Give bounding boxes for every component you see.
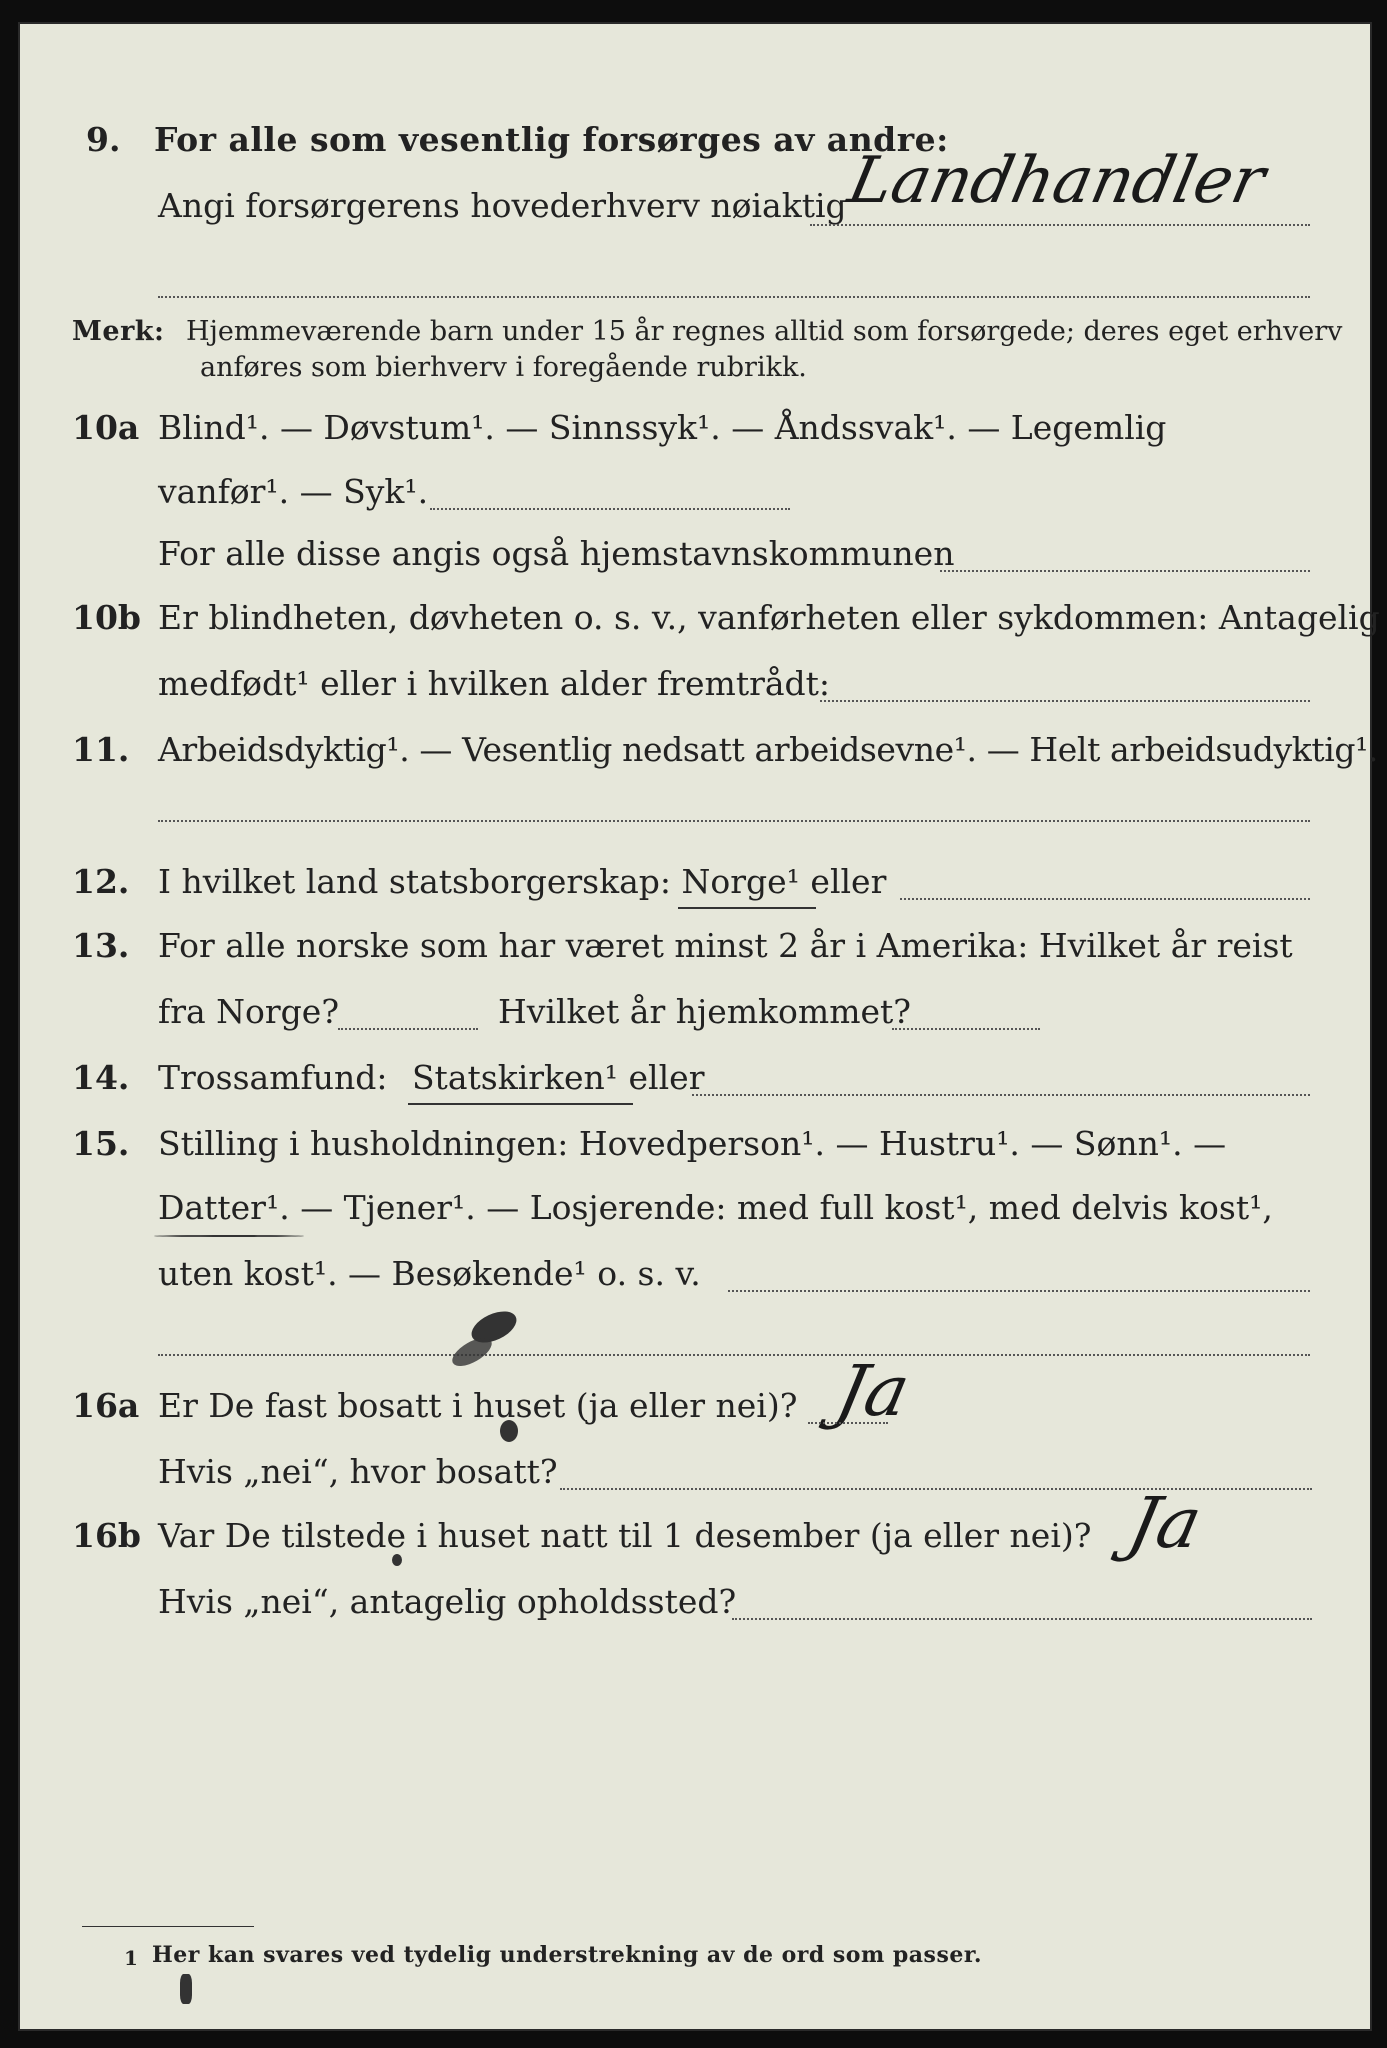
q9-number: 9.: [86, 120, 121, 159]
q9-extra-line[interactable]: [158, 296, 1310, 298]
q15-datter-label: Datter¹.: [158, 1188, 290, 1227]
ink-blot: [180, 1974, 192, 2004]
q15-pen-underline: [154, 1235, 304, 1237]
footnote-mark: 1: [124, 1946, 139, 1970]
q12-pen-underline: [678, 907, 817, 909]
q12-norge-underlined: [682, 862, 811, 901]
q16a-line1: Er De fast bosatt i huset (ja eller nei)?: [158, 1386, 798, 1425]
q13-hjemkommet-line[interactable]: [892, 1028, 1040, 1030]
q13-number: 13.: [72, 926, 130, 965]
q9-line1: For alle som vesentlig forsørges av andre:: [154, 120, 949, 159]
q9-handwritten-answer: Landhandler: [842, 144, 1272, 218]
q11-number: 11.: [72, 730, 130, 769]
q14-statskirken-label: Statskirken¹: [411, 1058, 619, 1097]
q16b-number: 16b: [72, 1516, 141, 1555]
q15-answer-line[interactable]: [728, 1290, 1310, 1292]
q14-pen-underline: [408, 1103, 633, 1105]
q10a-number: 10a: [72, 408, 140, 447]
q16a-answer-line[interactable]: [808, 1422, 888, 1424]
q9-answer-line[interactable]: [810, 224, 1310, 226]
q10b-number: 10b: [72, 598, 141, 637]
q10a-hjemstavn-line[interactable]: [940, 570, 1310, 572]
q11-line1: Arbeidsdyktig¹. — Vesentlig nedsatt arbeidsevne¹. — Helt arbeidsudyktig¹.: [158, 730, 1379, 769]
q16b-line1: Var De tilstede i huset natt til 1 desember (ja eller nei)?: [158, 1516, 1092, 1555]
q14-answer-line[interactable]: [692, 1094, 1310, 1096]
q16a-line2: Hvis „nei“, hvor bosatt?: [158, 1452, 558, 1491]
q14-prefix: Trossamfund:: [158, 1058, 388, 1097]
q13-line2a: fra Norge?: [158, 992, 340, 1031]
q14-suffix: eller: [628, 1058, 705, 1097]
census-form-page: [18, 22, 1380, 2031]
q15-extra-line[interactable]: [158, 1354, 1310, 1356]
q13-line2b: Hvilket år hjemkommet?: [498, 992, 911, 1031]
q10b-line1: Er blindheten, døvheten o. s. v., vanførheten eller sykdommen: Antagelig: [158, 598, 1380, 637]
q15-number: 15.: [72, 1124, 130, 1163]
q16b-handwritten-answer: Ja: [1121, 1482, 1209, 1564]
q12-text: [158, 862, 886, 901]
q12-number: 12.: [72, 862, 130, 901]
q10b-answer-line[interactable]: [820, 700, 1310, 702]
q16b-opholdssted-line[interactable]: [732, 1618, 1312, 1620]
q10a-line2: vanfør¹. — Syk¹.: [158, 472, 429, 511]
q10a-line3: For alle disse angis også hjemstavnskommunen: [158, 534, 955, 573]
q14-statskirken-underlined: [412, 1058, 629, 1097]
q15-line2: [158, 1188, 1273, 1227]
q11-answer-line[interactable]: [158, 820, 1310, 822]
q16a-number: 16a: [72, 1386, 140, 1425]
q9-line2: Angi forsørgerens hovederhverv nøiaktig: [158, 186, 847, 225]
q13-line1: For alle norske som har været minst 2 år i Amerika: Hvilket år reist: [158, 926, 1293, 965]
q14-text: [158, 1058, 704, 1097]
q15-line3: uten kost¹. — Besøkende¹ o. s. v.: [158, 1254, 701, 1293]
q12-prefix: I hvilket land statsborgerskap:: [158, 862, 672, 901]
merk-line2: anføres som bierhverv i foregående rubrikk.: [200, 352, 807, 383]
merk-label: Merk:: [72, 316, 165, 347]
q16b-line2: Hvis „nei“, antagelig opholdssted?: [158, 1582, 737, 1621]
q14-number: 14.: [72, 1058, 130, 1097]
footnote-rule: [82, 1926, 254, 1927]
q12-answer-line[interactable]: [900, 898, 1310, 900]
ink-blot: [392, 1554, 402, 1566]
q10b-line2: medfødt¹ eller i hvilken alder fremtrådt:: [158, 664, 831, 703]
q10a-syk-line[interactable]: [430, 508, 790, 510]
footnote-text: Her kan svares ved tydelig understrekning av de ord som passer.: [152, 1942, 983, 1968]
merk-line1: Hjemmeværende barn under 15 år regnes alltid som forsørgede; deres eget erhverv: [186, 316, 1343, 347]
q12-norge-label: Norge¹: [681, 862, 800, 901]
q16a-handwritten-answer: Ja: [829, 1350, 917, 1432]
q15-line2-rest: — Tjener¹. — Losjerende: med full kost¹, med delvis kost¹,: [300, 1188, 1273, 1227]
q13-reist-line[interactable]: [338, 1028, 478, 1030]
q10a-line1: Blind¹. — Døvstum¹. — Sinnssyk¹. — Åndssvak¹. — Legemlig: [158, 408, 1167, 447]
q12-suffix: eller: [810, 862, 887, 901]
q15-datter-underlined: [158, 1188, 300, 1227]
q15-line1: Stilling i husholdningen: Hovedperson¹. — Hustru¹. — Sønn¹. —: [158, 1124, 1227, 1163]
